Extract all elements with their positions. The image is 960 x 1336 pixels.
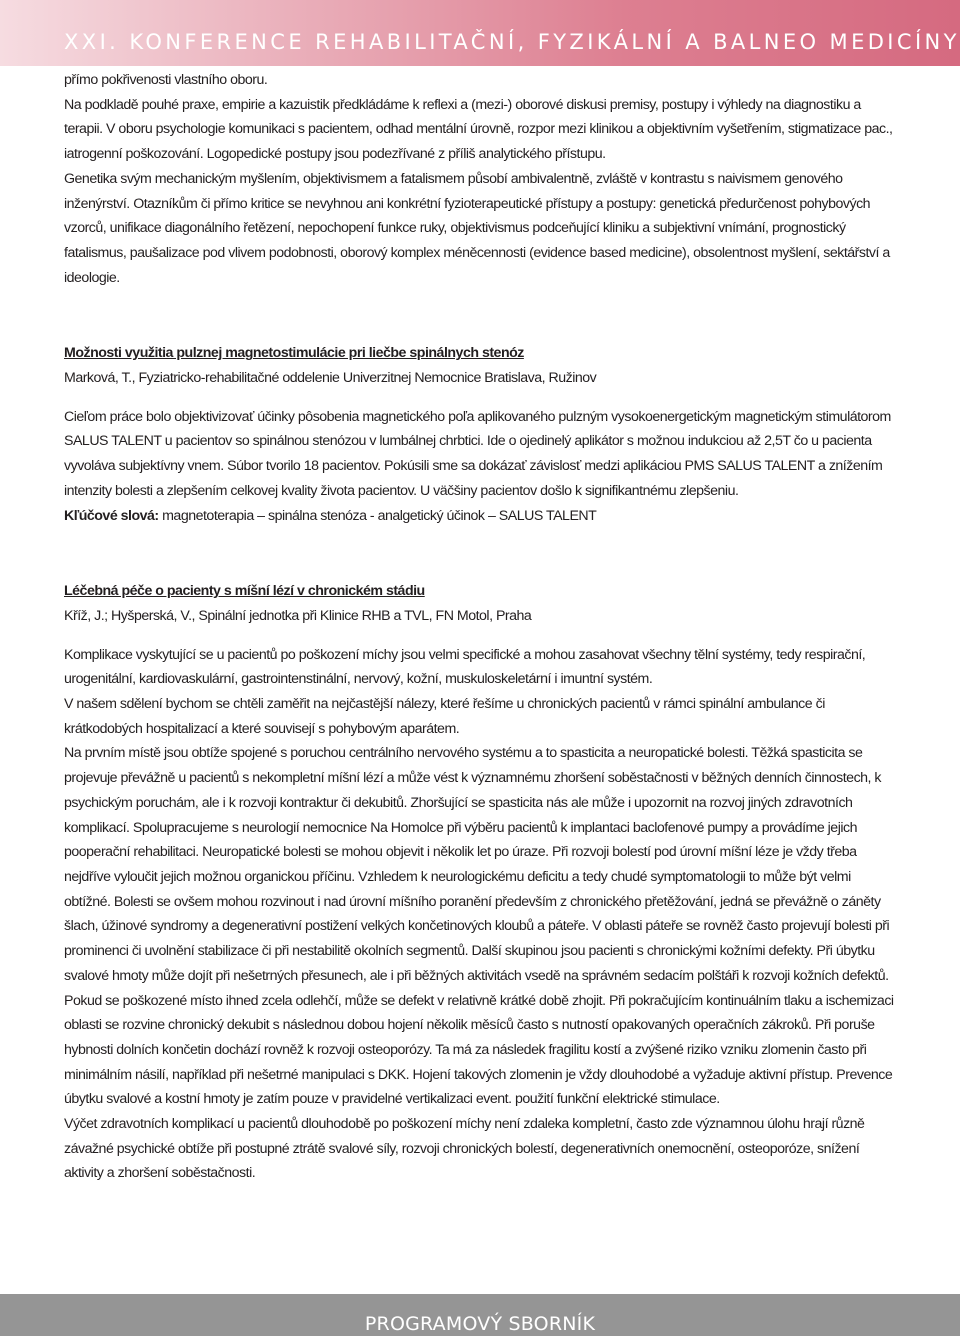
intro-paragraph: Genetika svým mechanickým myšlením, objektivismem a fatalismem působí ambivalentně, zvláště v kontrastu s naivismem genového inženýrství. Otazníkům či přímo kritice se nevyhnou ani konkrétní fyzioterapeutické přístupy a postupy: genetická předurčenost pohybových vzorců, unifikace diagonálního řetězení, nepochopení funkce ruky, objektivismus podceňující kliniku a subjektivní vnímání, prognostický fatalismus, paušalizace pod vlivem podobnosti, oborový komplex méněcennosti (evidence based medicine), obsolentnost myšlení, sektářství a ideologie. <box>64 170 890 286</box>
article2-paragraph: Výčet zdravotních komplikací u pacientů dlouhodobě po poškození míchy není zdaleka kompletní, často zde významnou úlohu hrají různě závažné psychické obtíže při postupné ztrátě svalové síly, rozvoji chronických bolestí, degenerativních onemocnění, osteoporóze, snížení aktivity a zhoršení soběstačnosti. <box>64 1116 865 1182</box>
page-content <box>64 68 899 1186</box>
keywords-label: Kľúčové slová: <box>64 507 159 524</box>
intro-paragraph: přímo pokřivenosti vlastního oboru. <box>64 72 268 88</box>
intro-paragraph: Na podkladě pouhé praxe, empirie a kazuistik předkládáme k reflexi a (mezi-) oborové diskusi premisy, postupy i výhledy na diagnostiku a terapii. V oboru psychologie komunikaci s pacientem, odhad mentální úrovně, rozpor mezi klinikou a objektivním vyšetřením, stigmatizace pac., iatrogenní poškozování. Logopedické postupy jsou podezřívané z příliš analytického přístupu. <box>64 96 893 163</box>
article2-paragraph: Na prvním místě jsou obtíže spojené s poruchou centrálního nervového systému a to spasticita a neuropatické bolesti. Těžká spasticita se projevuje převážně u pacientů s nekompletní míšní lézí a může vést k významnému zhoršení soběstačnosti v běžných denních činnostech, k psychickým poruchám, ale i k rozvoji kontraktur či dekubitů. Zhoršující se spasticita nás ale může i upozornit na rozvoj jiných zdravotních komplikací. Spolupracujeme s neurologií nemocnice Na Homolce při výběru pacientů k implantaci baclofenové pumpy a provádíme jejich pooperační rehabilitaci. Neuropatické bolesti se mohou objevit i několik let po úraze. Při rozvoji bolestí pod úrovní míšní léze je vždy třeba nejdříve vyloučit jejich možnou organickou příčinu. Vzhledem k neurologickému deficitu a tedy chudé symptomatologii to může být velmi obtížné. Bolesti se ovšem mohou rozvinout i nad úrovní míšního poranění především z chronického přetěžování, jedná se převážně o záněty šlach, úžinové syndromy a degenerativní postižení velkých končetinových kloubů a páteře. V oblasti páteře se rovněž často projevují bolesti při prominenci či uvolnění stabilizace či při nestabilitě okolních segmentů. Další skupinou jsou pacienti s chronickými kožními defekty. Při úbytku svalové hmoty může dojít při nešetrných přesunech, ale i při běžných aktivitách vsedě na správném sedacím polštáři k rozvoji kožních defektů. Pokud se poškozené místo ihned zcela odlehčí, může se defekt v relativně krátké době zhojit. Při pokračujícím kontinuálním tlaku a ischemizaci oblasti se rozvine chronický dekubit s následnou dobou hojení několik měsíců často s nutností opakovaných operačních zákroků. Při poruše hybnosti dolních končetin dochází rovněž k rozvoji osteoporózy. Ta má za následek fragilitu kostí a zvýšené riziko vzniku zlomenin často při minimálním násilí, například při nešetrné manipulaci s DKK. Hojení takových zlomenin je vždy dlouhodobé a vyžaduje aktivní přístup. Prevence úbytku svalové a kostní hmoty je zatím pouze v pravidelné vertikalizaci event. použití funkční elektrické stimulace. <box>64 745 894 1108</box>
article2-paragraph: V našem sdělení bychom se chtěli zaměřit na nejčastější nálezy, které řešíme u chronických pacientů v rámci spinální ambulance či krátkodobých hospitalizací a které souvisejí s pohybovým aparátem. <box>64 696 825 737</box>
section-gap <box>64 528 899 575</box>
article1-authors: Marková, T., Fyziatricko-rehabilitačné oddelenie Univerzitnej Nemocnice Bratislava, Ružinov <box>64 370 597 387</box>
article2-title: Léčebná péče o pacienty s míšní lézí v chronickém stádiu <box>64 583 425 600</box>
article1-title: Možnosti využitia pulznej magnetostimulácie pri liečbe spinálnych stenóz <box>64 345 524 362</box>
article2-paragraph: Komplikace vyskytující se u pacientů po poškození míchy jsou velmi specifické a mohou zasahovat všechny tělní systémy, tedy respirační, urogenitální, kardiovaskulární, gastrointenstinální, nervový, kožní, muskuloskeletární i imuntní systém. <box>64 646 866 688</box>
keywords-text: magnetoterapia – spinálna stenóza - analgetický účinok – SALUS TALENT <box>158 507 597 524</box>
article1-keywords <box>64 504 899 529</box>
article2-authors: Kříž, J.; Hyšperská, V., Spinální jednotka při Klinice RHB a TVL, FN Motol, Praha <box>64 607 532 624</box>
article1-abstract: Cieľom práce bolo objektivizovať účinky pôsobenia magnetického poľa aplikovaného pulzným vysokoenergetickým magnetickým stimulátorom SALUS TALENT u pacientov so spinálnou stenózou v lumbálnej chrbtici. Ide o ojedinelý aplikátor s možnou indukciou až 2,5T čo u pacienta vyvoláva subjektívny vnem. Súbor tvorilo 18 pacientov. Pokúsili sme sa dokázať závislosť medzi aplikáciou PMS SALUS TALENT a znížením intenzity bolesti a zlepšením celkovej kvality života pacientov. U väčšiny pacientov došlo k signifikantnému zlepšeniu. <box>64 408 891 499</box>
section-gap <box>64 629 899 643</box>
footer-title: PROGRAMOVÝ SBORNÍK <box>364 1313 596 1335</box>
section-gap <box>64 290 899 337</box>
section-gap <box>64 391 899 405</box>
conference-title: XXI. KONFERENCE REHABILITAČNÍ, FYZIKÁLNÍ A BALNEO MEDICÍNY <box>64 30 960 54</box>
